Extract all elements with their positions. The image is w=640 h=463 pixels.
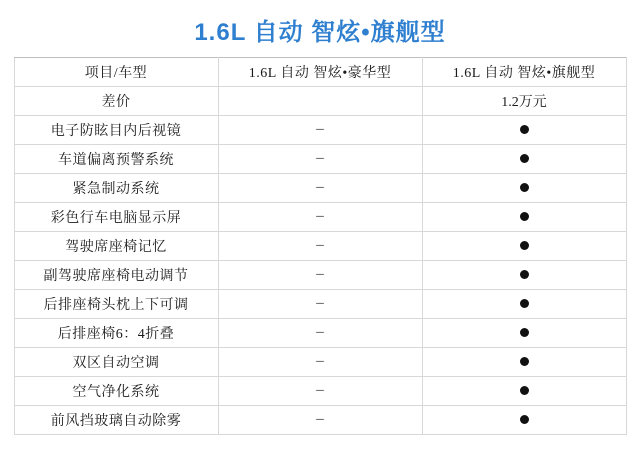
feature-available-dot-icon (520, 241, 529, 250)
feature-unavailable-dash-icon: – (316, 121, 324, 137)
table-row (14, 116, 626, 145)
feature-available-dot-icon (520, 299, 529, 308)
feature-unavailable-dash-icon: – (316, 382, 324, 398)
feature-available-dot-icon (520, 212, 529, 221)
row-label: 后排座椅6：4折叠 (14, 319, 218, 348)
cell-trim-1 (218, 290, 422, 319)
cell-trim-2 (422, 232, 626, 261)
feature-available-dot-icon (520, 270, 529, 279)
feature-available-dot-icon (520, 154, 529, 163)
feature-available-dot-icon (520, 125, 529, 134)
feature-unavailable-dash-icon: – (316, 237, 324, 253)
table-row (14, 348, 626, 377)
feature-available-dot-icon (520, 328, 529, 337)
feature-available-dot-icon (520, 386, 529, 395)
table-row (14, 203, 626, 232)
table-row (14, 377, 626, 406)
column-header-trim-1: 1.6L 自动 智炫•豪华型 (218, 58, 422, 87)
row-label: 双区自动空调 (14, 348, 218, 377)
table-row (14, 319, 626, 348)
cell-trim-1 (218, 232, 422, 261)
feature-unavailable-dash-icon: – (316, 266, 324, 282)
empty-cell (320, 103, 321, 104)
row-label: 前风挡玻璃自动除雾 (14, 406, 218, 435)
cell-trim-1 (218, 87, 422, 116)
cell-trim-1 (218, 319, 422, 348)
cell-trim-2 (422, 261, 626, 290)
column-header-item: 项目/车型 (14, 58, 218, 87)
feature-unavailable-dash-icon: – (316, 150, 324, 166)
cell-trim-2 (422, 174, 626, 203)
cell-trim-2 (422, 406, 626, 435)
cell-trim-2 (422, 290, 626, 319)
table-row (14, 145, 626, 174)
row-label: 差价 (14, 87, 218, 116)
table-row (14, 406, 626, 435)
page-title-bar (0, 0, 640, 57)
feature-unavailable-dash-icon: – (316, 179, 324, 195)
feature-unavailable-dash-icon: – (316, 324, 324, 340)
cell-trim-1 (218, 203, 422, 232)
row-label: 车道偏离预警系统 (14, 145, 218, 174)
cell-trim-1 (218, 377, 422, 406)
table-body (14, 58, 626, 435)
table-row (14, 261, 626, 290)
row-label: 空气净化系统 (14, 377, 218, 406)
cell-trim-1 (218, 174, 422, 203)
row-label: 副驾驶席座椅电动调节 (14, 261, 218, 290)
row-label: 电子防眩目内后视镜 (14, 116, 218, 145)
table-row (14, 232, 626, 261)
row-label: 彩色行车电脑显示屏 (14, 203, 218, 232)
table-row (14, 87, 626, 116)
table-row (14, 290, 626, 319)
feature-unavailable-dash-icon: – (316, 411, 324, 427)
feature-available-dot-icon (520, 415, 529, 424)
column-header-trim-2: 1.6L 自动 智炫•旗舰型 (422, 58, 626, 87)
table-header-row (14, 58, 626, 87)
feature-unavailable-dash-icon: – (316, 353, 324, 369)
cell-trim-1 (218, 348, 422, 377)
cell-trim-2 (422, 203, 626, 232)
feature-unavailable-dash-icon: – (316, 208, 324, 224)
page-title: 1.6L 自动 智炫•旗舰型 (194, 19, 446, 46)
spec-comparison-table (14, 57, 627, 435)
cell-trim-1 (218, 116, 422, 145)
cell-trim-1 (218, 406, 422, 435)
cell-trim-2 (422, 145, 626, 174)
row-label: 紧急制动系统 (14, 174, 218, 203)
row-label: 驾驶席座椅记忆 (14, 232, 218, 261)
cell-trim-2 (422, 348, 626, 377)
row-label: 后排座椅头枕上下可调 (14, 290, 218, 319)
feature-available-dot-icon (520, 357, 529, 366)
cell-trim-2 (422, 377, 626, 406)
cell-trim-1 (218, 261, 422, 290)
cell-trim-2 (422, 116, 626, 145)
cell-trim-2 (422, 319, 626, 348)
table-row (14, 174, 626, 203)
feature-unavailable-dash-icon: – (316, 295, 324, 311)
cell-trim-2: 1.2万元 (422, 87, 626, 116)
cell-trim-1 (218, 145, 422, 174)
feature-available-dot-icon (520, 183, 529, 192)
